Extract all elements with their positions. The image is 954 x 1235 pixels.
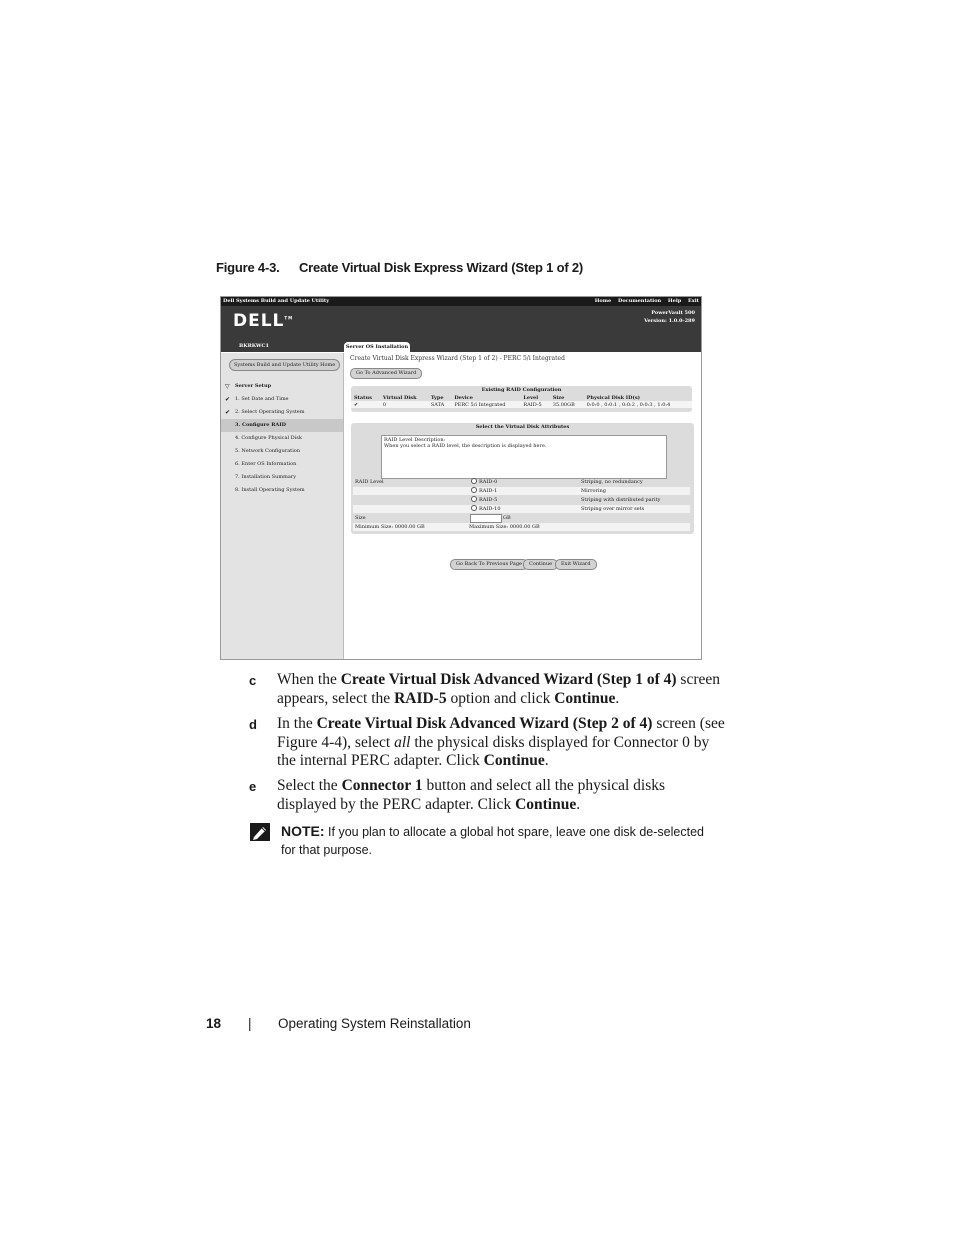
dell-logo: DELL™ (233, 311, 294, 331)
product-version: Version: 1.0.0-289 (644, 318, 695, 324)
note-label: NOTE: (281, 823, 325, 839)
max-size: Maximum Size: 0000.00 GB (469, 524, 540, 530)
step-e: e Select the Connector 1 button and select all the physical disks displayed by the PERC adapter. Click Continue. (249, 777, 666, 813)
footer-title: Operating System Reinstallation (278, 1016, 471, 1031)
step-item[interactable]: 8. Install Operating System (235, 487, 305, 493)
attributes-title: Select the Virtual Disk Attributes (475, 424, 570, 430)
note (281, 823, 721, 859)
raid-description-box (381, 435, 667, 479)
raid-description-text: When you select a RAID level, the description is displayed here. (384, 443, 547, 449)
exit-link[interactable]: Exit (687, 298, 699, 304)
col-physical-disks: Physical Disk ID(s) (586, 394, 641, 401)
exit-wizard-button[interactable]: Exit Wizard (555, 559, 597, 570)
top-links (590, 297, 699, 306)
status-check-icon: ✔ (351, 401, 380, 408)
raid-row-2 (353, 496, 690, 504)
size-unit: GB (503, 515, 511, 521)
raid-0-desc: Striping, no redundancy (581, 479, 643, 485)
radio-button[interactable] (471, 478, 477, 484)
step-letter: e (249, 779, 257, 794)
raid-level-label: RAID Level (355, 479, 384, 485)
documentation-link[interactable]: Documentation (617, 298, 662, 304)
attributes-panel (351, 423, 694, 534)
raid-description-title: RAID Level Description: (384, 437, 446, 443)
raid-1-option[interactable]: RAID-1 (471, 487, 497, 495)
col-device: Device (454, 394, 473, 401)
radio-button[interactable] (471, 496, 477, 502)
size-input[interactable] (470, 514, 502, 523)
utility-home-button[interactable]: Systems Build and Update Utility Home (229, 359, 340, 371)
size-row (353, 514, 690, 522)
raid-1-desc: Mirroring (581, 488, 606, 494)
wizard-title: Create Virtual Disk Express Wizard (Step 1 of 2) - PERC 5/i Integrated (350, 355, 565, 362)
continue-button[interactable]: Continue (523, 559, 558, 570)
raid-5-desc: Striping with distributed parity (581, 497, 661, 503)
size-range-row (353, 523, 690, 531)
raid-10-desc: Striping over mirror sets (581, 506, 645, 512)
step-c: c When the Create Virtual Disk Advanced Wizard (Step 1 of 4) screen appears, select the RAID-5 option and click Continue. (249, 671, 721, 707)
figure-caption (216, 260, 583, 275)
step-letter: d (249, 717, 257, 732)
brand-banner (221, 306, 701, 342)
size-label: Size (355, 515, 366, 521)
steps-header: ▽ Server Setup (225, 380, 343, 393)
home-link[interactable]: Home (594, 298, 612, 304)
step-item[interactable]: 4. Configure Physical Disk (235, 435, 302, 441)
advanced-wizard-button[interactable]: Go To Advanced Wizard (350, 368, 422, 379)
step-item[interactable]: 7. Installation Summary (235, 474, 297, 480)
setup-steps (225, 380, 343, 497)
step-item[interactable]: 5. Network Configuration (235, 448, 301, 454)
footer-separator: | (248, 1016, 252, 1031)
figure-title: Create Virtual Disk Express Wizard (Step 1 of 2) (298, 260, 584, 275)
existing-raid-title: Existing RAID Configuration (481, 387, 562, 393)
col-type: Type (430, 394, 444, 401)
wizard-screenshot (220, 296, 702, 660)
step-item-active[interactable]: 3. Configure RAID (221, 419, 343, 432)
min-size: Minimum Size: 0000.00 GB (355, 524, 425, 530)
tab-row (221, 342, 701, 352)
note-pencil-icon (250, 823, 270, 841)
raid-5-option[interactable]: RAID-5 (471, 496, 497, 504)
raid-row-0 (353, 478, 690, 486)
check-icon: ✔ (225, 396, 231, 403)
app-topbar (221, 297, 701, 306)
col-virtual-disk: Virtual Disk (382, 394, 417, 401)
triangle-down-icon: ▽ (225, 383, 230, 390)
product-info (644, 309, 695, 325)
tab-server-os-installation[interactable]: Server OS Installation (345, 344, 409, 350)
step-item[interactable]: 6. Enter OS Information (235, 461, 297, 467)
radio-button[interactable] (471, 487, 477, 493)
service-tag: BKRKWC1 (239, 343, 269, 349)
check-icon: ✔ (225, 409, 231, 416)
raid-row-3 (353, 505, 690, 513)
app-title: Dell Systems Build and Update Utility (223, 298, 330, 304)
table-row: ✔ 0 SATA PERC 5/i Integrated RAID-5 35.00GB 0:0:0 , 0:0:1 , 0:0:2 , 0:0:3 , 1:0:4 (351, 401, 692, 408)
existing-raid-table (351, 394, 692, 408)
page-number: 18 (206, 1016, 222, 1031)
product-name: PowerVault 500 (651, 310, 695, 316)
back-button[interactable]: Go Back To Previous Page (450, 559, 528, 570)
step-d: d In the Create Virtual Disk Advanced Wizard (Step 2 of 4) screen (see Figure 4-4), select all the physical disks displayed for Connector 0 by the internal PERC adapter. Click Continue. (249, 715, 725, 769)
step-item[interactable]: ✔ 2. Select Operating System (225, 406, 343, 419)
step-letter: c (249, 673, 257, 688)
existing-raid-panel (351, 386, 692, 412)
note-text: If you plan to allocate a global hot spare, leave one disk de-selected for that purpose. (281, 825, 704, 857)
raid-row-1 (353, 487, 690, 495)
radio-button[interactable] (471, 505, 477, 511)
help-link[interactable]: Help (667, 298, 682, 304)
step-item[interactable]: ✔ 1. Set Date and Time (225, 393, 343, 406)
col-level: Level (523, 394, 539, 401)
figure-number: Figure 4-3. (216, 260, 280, 275)
left-nav (221, 353, 344, 659)
raid-0-option[interactable]: RAID-0 (471, 478, 497, 486)
col-status: Status (354, 394, 372, 401)
col-size: Size (552, 394, 565, 401)
raid-10-option[interactable]: RAID-10 (471, 505, 501, 513)
main-content (349, 353, 697, 659)
